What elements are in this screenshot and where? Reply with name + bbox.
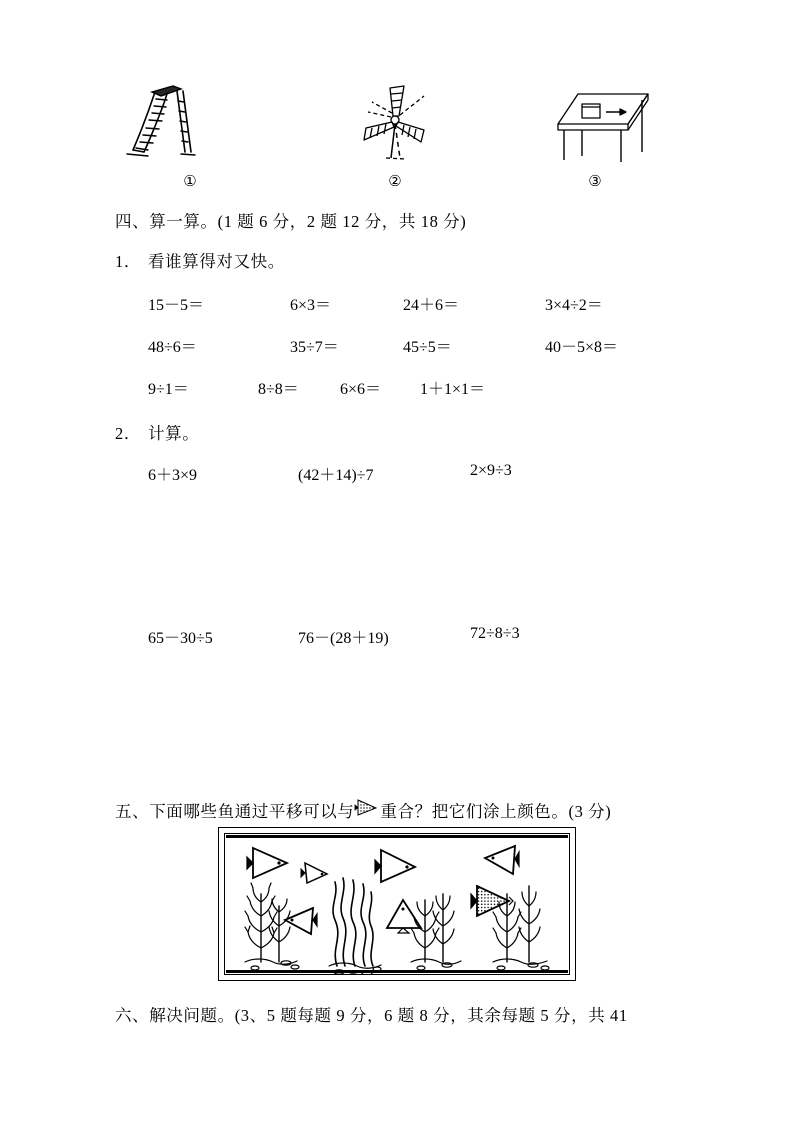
fish-right: [247, 848, 287, 878]
section-four-sub2-title-row: [0, 420, 793, 446]
figure-row: [0, 72, 793, 200]
arith-item: 15－5＝: [148, 297, 205, 314]
section-five-heading: [115, 798, 611, 822]
arith-item: 6×6＝: [340, 381, 382, 398]
seaweed-plant: [411, 894, 461, 970]
table-with-sliding-box-icon: [520, 72, 670, 172]
arith-item: 3×4÷2＝: [545, 297, 603, 314]
figure-label-2: ②: [388, 174, 402, 190]
arith-row-1: [0, 292, 793, 318]
section-six-heading: 六、解决问题。(3、5 题每题 9 分，6 题 8 分，其余每题 5 分，共 41: [115, 1006, 628, 1025]
sub1-title: 看谁算得对又快。: [148, 252, 285, 271]
section-four-sub1-title-row: [0, 248, 793, 274]
sub2-title: 计算。: [148, 424, 200, 443]
figure-item-1: [115, 72, 265, 200]
figure-label-1: ①: [183, 174, 197, 190]
figure-item-2: [320, 72, 470, 200]
windmill-icon: [320, 72, 470, 172]
arith-row-2: [0, 334, 793, 360]
section-four-heading: 四、算一算。(1 题 6 分，2 题 12 分，共 18 分): [115, 212, 467, 231]
calc-item: 76－(28＋19): [298, 630, 389, 647]
fish-right: [375, 850, 415, 882]
arith-item: 24＋6＝: [403, 297, 460, 314]
arith-item: 40－5×8＝: [545, 339, 619, 356]
sub1-number: 1．: [115, 252, 141, 271]
arith-row-3: [0, 376, 793, 402]
reference-fish-icon: [354, 798, 380, 817]
seaweed-plant: [329, 878, 381, 975]
calc-item: 65－30÷5: [148, 630, 213, 647]
aquarium-frame: [218, 827, 576, 981]
arith-item: 48÷6＝: [148, 339, 197, 356]
arith-item: 8÷8＝: [258, 381, 299, 398]
section-five-heading-before: 五、下面哪些鱼通过平移可以与: [115, 802, 355, 821]
calc-row-2: [0, 625, 793, 651]
seaweed-plant: [245, 883, 299, 970]
slide-icon: [115, 72, 265, 172]
aquarium-inner: [224, 833, 570, 975]
arith-item: 1＋1×1＝: [420, 381, 486, 398]
fish-left: [485, 846, 519, 874]
calc-item: (42＋14)÷7: [298, 467, 374, 484]
arith-item: 9÷1＝: [148, 381, 189, 398]
fish-right: [301, 863, 327, 883]
section-five-heading-after: 重合？把它们涂上颜色。(3 分): [380, 802, 612, 821]
calc-row-1: [0, 462, 793, 488]
arith-item: 35÷7＝: [290, 339, 339, 356]
arith-item: 6×3＝: [290, 297, 332, 314]
sub2-number: 2．: [115, 424, 141, 443]
arith-item: 45÷5＝: [403, 339, 452, 356]
calc-item: 2×9÷3: [470, 462, 512, 479]
figure-item-3: [520, 72, 670, 200]
calc-item: 6＋3×9: [148, 467, 198, 484]
figure-label-3: ③: [588, 174, 602, 190]
calc-item: 72÷8÷3: [470, 625, 520, 642]
fish-up: [387, 900, 421, 933]
